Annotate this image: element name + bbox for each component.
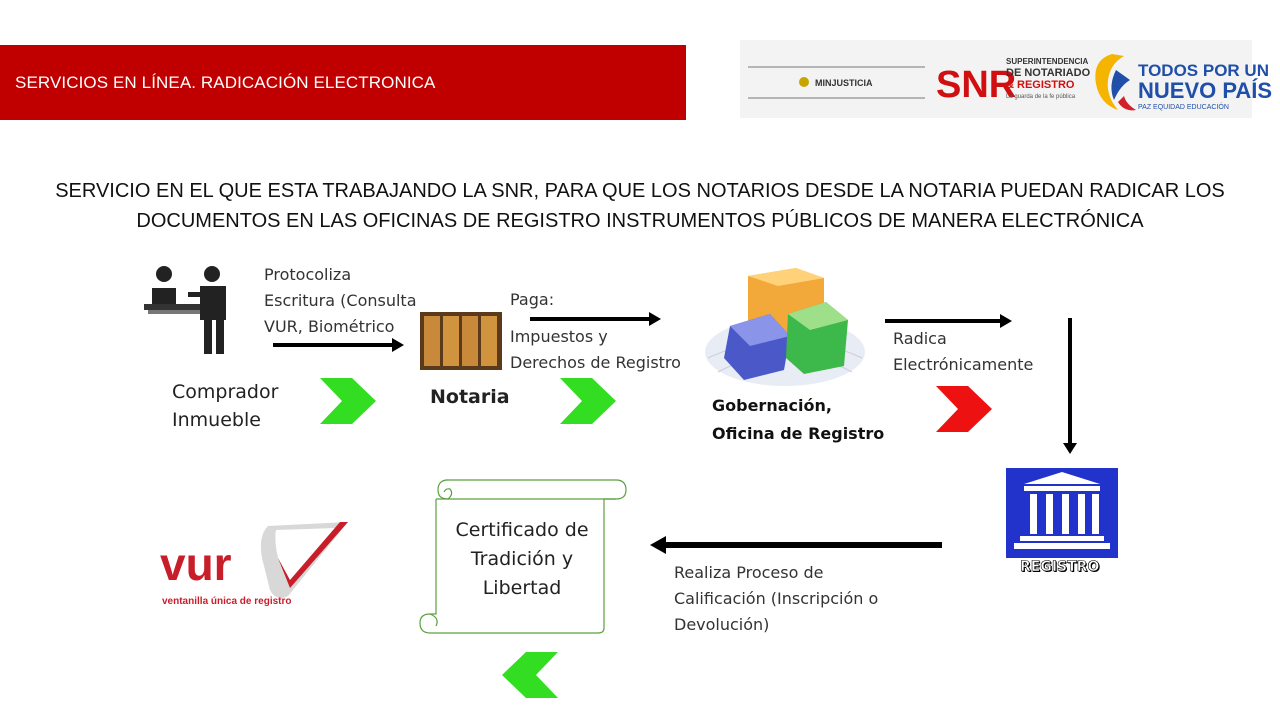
- vur-tagline: ventanilla única de registro: [162, 596, 292, 607]
- arrow-to-certificate: [666, 542, 942, 548]
- filing-line-1: Radica: [893, 329, 947, 348]
- gov-slogan-1: TODOS POR UN: [1138, 61, 1269, 80]
- arrow-to-notary-head: [392, 338, 404, 352]
- taxes-line-2: Derechos de Registro: [510, 353, 681, 372]
- snr-abbr: SNR: [936, 64, 1017, 106]
- logo-strip: [740, 40, 1273, 118]
- government-office-line-1: Gobernación,: [712, 396, 832, 415]
- registry-label: REGISTRO: [1020, 559, 1100, 575]
- government-database-icon: [700, 262, 870, 390]
- filing-label: [893, 326, 1033, 378]
- process-line-2: Calificación (Inscripción o: [674, 589, 879, 608]
- filing-line-2: Electrónicamente: [893, 355, 1034, 374]
- certificate-line-3: Libertad: [482, 577, 562, 599]
- arrow-to-government: [530, 317, 650, 321]
- headline-line-2: DOCUMENTOS EN LAS OFICINAS DE REGISTRO INSTRUMENTOS PÚBLICOS DE MANERA ELECTRÓNICA: [136, 210, 1144, 232]
- buyer-line-1: Comprador: [172, 381, 279, 403]
- header-banner: [0, 45, 686, 120]
- buyer-line-2: Inmueble: [172, 409, 261, 431]
- registry-building-icon: [1006, 468, 1118, 558]
- minjusticia-text: MINJUSTICIA: [815, 78, 873, 88]
- certificate-line-2: Tradición y: [470, 548, 574, 570]
- taxes-label: [510, 324, 681, 376]
- green-chevron-left-icon: [502, 652, 558, 698]
- arrow-to-registry: [1068, 318, 1072, 444]
- government-office-line-2: Oficina de Registro: [712, 424, 885, 443]
- snr-name-2: DE NOTARIADO: [1006, 67, 1091, 79]
- certificate-label: [438, 516, 606, 603]
- arrow-to-certificate-head: [650, 536, 666, 554]
- vur-wordmark: vur: [160, 538, 232, 590]
- gov-slogan-2: NUEVO PAÍS: [1138, 78, 1273, 103]
- protocol-line-3: VUR, Biométrico: [264, 317, 395, 336]
- notary-archive-icon: [420, 312, 502, 370]
- taxes-line-1: Impuestos y: [510, 327, 608, 346]
- government-office-label: [712, 392, 884, 448]
- certificate-line-1: Certificado de: [455, 519, 589, 541]
- arrow-to-registry-head: [1063, 443, 1077, 454]
- protocol-line-1: Protocoliza: [264, 265, 352, 284]
- snr-name-3: & REGISTRO: [1006, 79, 1075, 91]
- buyer-label: [172, 378, 278, 434]
- protocol-line-2: Escritura (Consulta: [264, 291, 417, 310]
- notary-label: Notaria: [430, 386, 510, 408]
- red-chevron-icon: [936, 386, 992, 432]
- header-title: SERVICIOS EN LÍNEA. RADICACIÓN ELECTRONICA: [15, 72, 436, 92]
- process-label: [674, 560, 878, 638]
- green-chevron-1-icon: [320, 378, 376, 424]
- vur-logo: [158, 518, 358, 610]
- buyer-counter-icon: [140, 262, 240, 356]
- green-chevron-2-icon: [560, 378, 616, 424]
- headline-line-1: SERVICIO EN EL QUE ESTA TRABAJANDO LA SNR, PARA QUE LOS NOTARIOS DESDE LA NOTARIA PUEDAN RADICAR LOS: [55, 180, 1225, 202]
- gov-logo-red-icon: [1118, 96, 1136, 110]
- gov-slogan-3: PAZ EQUIDAD EDUCACIÓN: [1138, 104, 1229, 111]
- snr-name-1: SUPERINTENDENCIA: [1006, 57, 1089, 66]
- process-line-3: Devolución): [674, 615, 770, 634]
- gov-logo-blue-icon: [1111, 70, 1130, 100]
- minjusticia-seal-icon: [799, 77, 809, 87]
- pay-label: Paga:: [510, 290, 555, 309]
- snr-tagline: La guarda de la fe pública: [1006, 94, 1076, 100]
- protocol-label: [264, 262, 417, 340]
- process-line-1: Realiza Proceso de: [674, 563, 824, 582]
- headline: [30, 176, 1250, 236]
- arrow-to-notary: [273, 343, 393, 347]
- partner-logos: [740, 40, 1273, 118]
- arrow-to-filing: [885, 319, 1001, 323]
